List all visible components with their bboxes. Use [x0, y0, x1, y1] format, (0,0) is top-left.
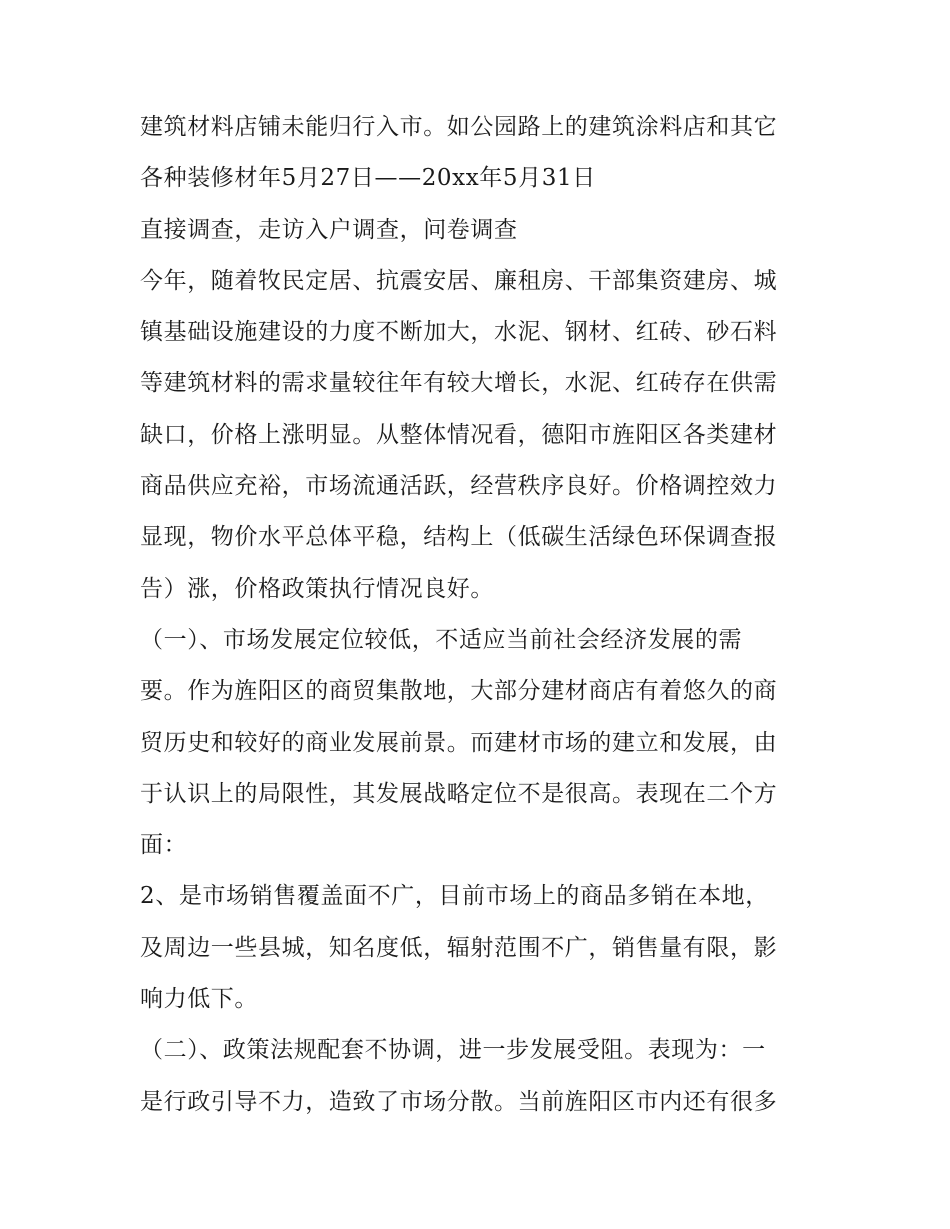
- text-line: 显现，物价水平总体平稳，结构上（低碳生活绿色环保调查报: [140, 524, 778, 551]
- text-line: 于认识上的局限性，其发展战略定位不是很高。表现在二个方: [140, 780, 778, 807]
- text-line: 等建筑材料的需求量较往年有较大增长，水泥、红砖存在供需: [140, 370, 778, 397]
- paragraph-5: [140, 871, 820, 1025]
- text-line: 要。作为旌阳区的商贸集散地，大部分建材商店有着悠久的商: [140, 678, 778, 705]
- text-line: 是行政引导不力，造致了市场分散。当前旌阳区市内还有很多: [140, 1088, 778, 1115]
- paragraph-4: [140, 615, 820, 871]
- text-line: 直接调查，走访入户调查，问卷调查: [140, 216, 518, 243]
- paragraph-1: [140, 102, 820, 205]
- text-line: 告）涨，价格政策执行情况良好。: [140, 575, 494, 602]
- text-line: 建筑材料店铺未能归行入市。如公园路上的建筑涂料店和其它: [140, 114, 778, 140]
- paragraph-3: [140, 256, 820, 615]
- document-body: [140, 102, 820, 1128]
- text-line: 今年，随着牧民定居、抗震安居、廉租房、干部集资建房、城: [140, 267, 778, 294]
- paragraph-6: [140, 1025, 820, 1128]
- text-line: （一）、市场发展定位较低，不适应当前社会经济发展的需: [140, 626, 743, 653]
- paragraph-2: [140, 205, 820, 256]
- text-line: 镇基础设施建设的力度不断加大，水泥、钢材、红砖、砂石料: [140, 319, 778, 346]
- text-line: （二）、政策法规配套不协调，进一步发展受阻。表现为：一: [140, 1037, 766, 1064]
- text-line: 2、是市场销售覆盖面不广，目前市场上的商品多销在本地，: [140, 883, 769, 910]
- text-line: 各种装修材年5月27日——20xx年5月31日: [140, 165, 596, 192]
- text-line: 贸历史和较好的商业发展前景。而建材市场的建立和发展，由: [140, 729, 778, 756]
- text-line: 缺口，价格上涨明显。从整体情况看，德阳市旌阳区各类建材: [140, 421, 778, 448]
- text-line: 及周边一些县城，知名度低，辐射范围不广，销售量有限，影: [140, 934, 778, 961]
- text-line: 商品供应充裕，市场流通活跃，经营秩序良好。价格调控效力: [140, 473, 778, 500]
- text-line: 面：: [140, 832, 188, 859]
- text-line: 响力低下。: [140, 986, 258, 1013]
